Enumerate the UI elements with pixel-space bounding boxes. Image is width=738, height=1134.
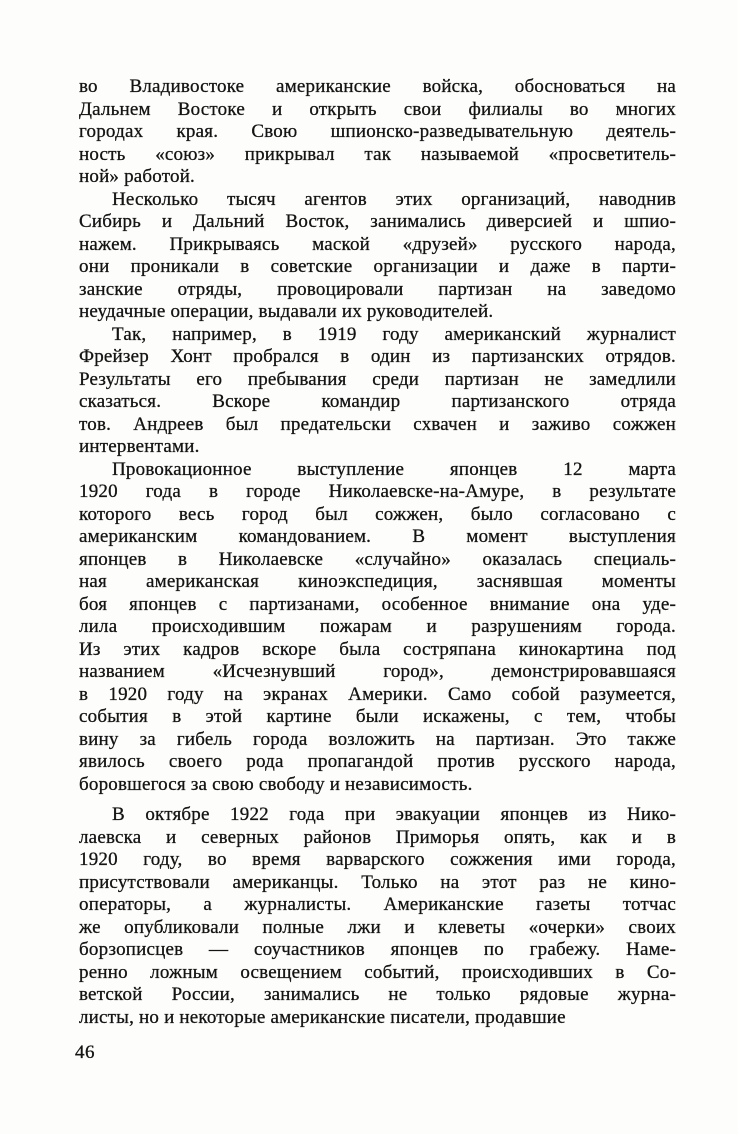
text-line: В октябре 1922 года при эвакуации японцев из Нико- bbox=[112, 804, 676, 825]
text-line: Так, например, в 1919 году американский журналист bbox=[112, 323, 676, 345]
text-line: занские отряды, провоцировали партизан на заведомо bbox=[79, 278, 676, 300]
text-line: ветской России, занимались не только рядовые журна- bbox=[79, 984, 676, 1005]
text-line: Результаты его пребывания среди партизан не замедлили bbox=[79, 368, 676, 390]
text-line: явилось своего рода пропагандой против русского народа, bbox=[79, 751, 676, 772]
text-line: Из этих кадров вскоре была состряпана кинокартина под bbox=[79, 638, 676, 660]
text-line: городах края. Свою шпионско-разведывательную деятель- bbox=[79, 121, 676, 142]
text-line: тов. Андреев был предательски схвачен и заживо сожжен bbox=[79, 413, 676, 435]
text-line: 1920 году, во время варварского сожжения ими города, bbox=[79, 849, 676, 870]
text-line: которого весь город был сожжен, было согласовано с bbox=[79, 503, 676, 525]
text-block bbox=[79, 76, 676, 1029]
text-line: лила происходившим пожарам и разрушениям города. bbox=[79, 616, 676, 637]
text-line: вину за гибель города возложить на партизан. Это также bbox=[79, 728, 676, 750]
text-line: события в этой картине были искажены, с тем, чтобы bbox=[79, 706, 676, 727]
text-line: Несколько тысяч агентов этих организаций, наводнив bbox=[112, 188, 676, 210]
text-line: лаевска и северных районов Приморья опять, как и в bbox=[79, 826, 676, 848]
text-line: ной» работой. bbox=[79, 166, 196, 187]
text-line: сказаться. Вскоре командир партизанского отряда bbox=[79, 391, 676, 412]
text-line: японцев в Николаевске «случайно» оказалась специаль- bbox=[79, 548, 676, 570]
paragraph bbox=[79, 189, 676, 324]
text-line: Дальнем Востоке и открыть свои филиалы во многих bbox=[79, 98, 676, 120]
text-line: 1920 года в городе Николаевске-на-Амуре, в результате bbox=[79, 481, 676, 502]
text-line: ная американская киноэкспедиция, заснявшая моменты bbox=[79, 571, 676, 592]
text-line: в 1920 году на экранах Америки. Само собой разумеется, bbox=[79, 683, 676, 705]
text-line: операторы, а журналисты. Американские газеты тотчас bbox=[79, 894, 676, 915]
text-line: листы, но и некоторые американские писатели, продавшие bbox=[79, 1006, 566, 1028]
text-line: Фрейзер Хонт пробрался в один из партизанских отрядов. bbox=[79, 346, 676, 367]
text-line: Сибирь и Дальний Восток, занимались диверсией и шпио- bbox=[79, 211, 676, 232]
text-line: интервентами. bbox=[79, 436, 200, 457]
text-line: присутствовали американцы. Только на этот раз не кино- bbox=[79, 871, 676, 893]
text-line: Провокационное выступление японцев 12 марта bbox=[112, 458, 676, 480]
paragraph bbox=[79, 324, 676, 459]
paragraph bbox=[79, 76, 676, 189]
text-line: боровшегося за свою свободу и независимость. bbox=[79, 773, 473, 795]
text-line: борзописцев — соучастников японцев по грабежу. Наме- bbox=[79, 939, 676, 960]
text-line: во Владивостоке американские войска, обосноваться на bbox=[79, 76, 676, 97]
text-line: ренно ложным освещением событий, происходивших в Со- bbox=[79, 961, 676, 983]
text-line: неудачные операции, выдавали их руководителей. bbox=[79, 301, 494, 322]
text-line: же опубликовали полные лжи и клеветы «очерки» своих bbox=[79, 916, 676, 938]
page-number: 46 bbox=[75, 1042, 95, 1063]
text-line: американским командованием. В момент выступления bbox=[79, 526, 676, 547]
text-line: ность «союз» прикрывал так называемой «просветитель- bbox=[79, 143, 676, 165]
text-line: нажем. Прикрываясь маской «друзей» русского народа, bbox=[79, 233, 676, 255]
paragraph bbox=[79, 804, 676, 1029]
paragraph bbox=[79, 459, 676, 797]
text-line: названием «Исчезнувший город», демонстрировавшаяся bbox=[79, 661, 676, 682]
text-line: боя японцев с партизанами, особенное внимание она уде- bbox=[79, 593, 676, 615]
text-line: они проникали в советские организации и даже в парти- bbox=[79, 256, 676, 277]
